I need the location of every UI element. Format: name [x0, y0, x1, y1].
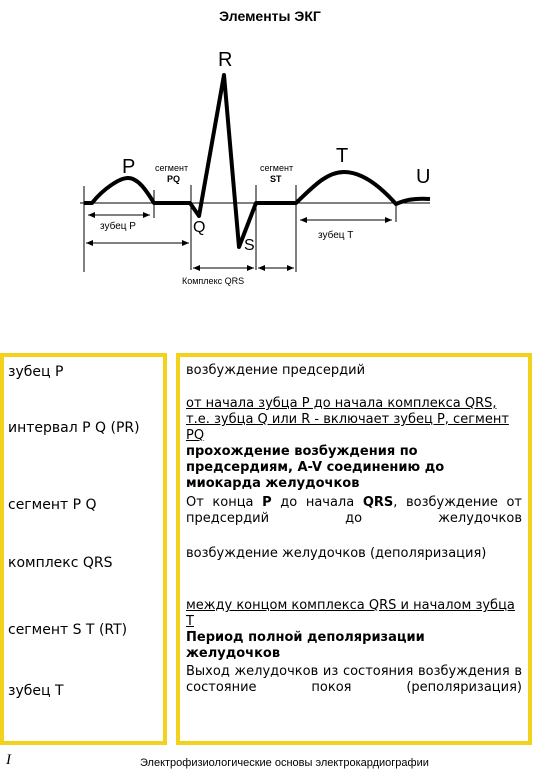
- page-title: Элементы ЭКГ: [219, 8, 321, 24]
- label-p: P: [122, 156, 136, 178]
- footer-text: Электрофизиологические основы электрокардиографии: [140, 757, 429, 769]
- desc-p-wave: возбуждение предсердий: [186, 363, 366, 378]
- term-p-wave: зубец P: [8, 364, 64, 380]
- desc-pq-segment-part: P: [262, 495, 272, 510]
- desc-pq-segment-part: QRS: [362, 495, 394, 510]
- segment-st-label: сегмент: [260, 163, 294, 173]
- page-number: I: [6, 752, 11, 768]
- desc-pq-interval-definition: от начала зубца P до начала комплекса QRS, т.е. зубца Q или R - включает зубец P, сегмент PQ: [186, 396, 509, 443]
- term-pq-segment: сегмент P Q: [8, 497, 97, 513]
- desc-t-wave-text: Выход желудочков из состояния возбуждения в состояние покоя (реполяризация): [186, 664, 522, 695]
- desc-st-segment: [186, 598, 522, 662]
- segment-st-sub: ST: [270, 174, 282, 184]
- term-st-segment: сегмент S T (RT): [8, 622, 128, 638]
- qrs-label: Комплекс QRS: [182, 276, 245, 286]
- label-r: R: [218, 49, 233, 71]
- desc-pq-segment-part: От конца: [186, 495, 263, 510]
- label-s: S: [244, 237, 255, 254]
- desc-pq-interval: [186, 396, 522, 492]
- desc-pq-interval-meaning: прохождение возбуждения по предсердиям, A-V соединению до миокарда желудочков: [186, 444, 445, 491]
- desc-qrs-complex: возбуждение желудочков (деполяризация): [186, 546, 487, 561]
- desc-pq-segment: [186, 495, 522, 527]
- desc-pq-segment-part: до начала: [271, 495, 363, 510]
- t-wave-label: зубец T: [318, 230, 354, 241]
- desc-st-segment-definition: между концом комплекса QRS и началом зубца T: [186, 598, 515, 629]
- p-wave-label: зубец P: [100, 221, 136, 232]
- desc-pq-segment-part: , возбуждение от предсердий до желудочков: [186, 495, 522, 526]
- term-pq-interval: интервал P Q (PR): [8, 420, 140, 436]
- segment-pq-label: сегмент: [155, 163, 189, 173]
- label-t: T: [336, 145, 349, 167]
- ecg-diagram: [0, 0, 540, 300]
- term-t-wave: зубец T: [8, 683, 64, 699]
- segment-pq-sub: PQ: [167, 174, 181, 184]
- label-q: Q: [193, 219, 206, 236]
- desc-st-segment-meaning: Период полной деполяризации желудочков: [186, 630, 425, 661]
- desc-t-wave: [186, 664, 522, 696]
- label-u: U: [416, 166, 431, 188]
- term-qrs-complex: комплекс QRS: [8, 555, 113, 571]
